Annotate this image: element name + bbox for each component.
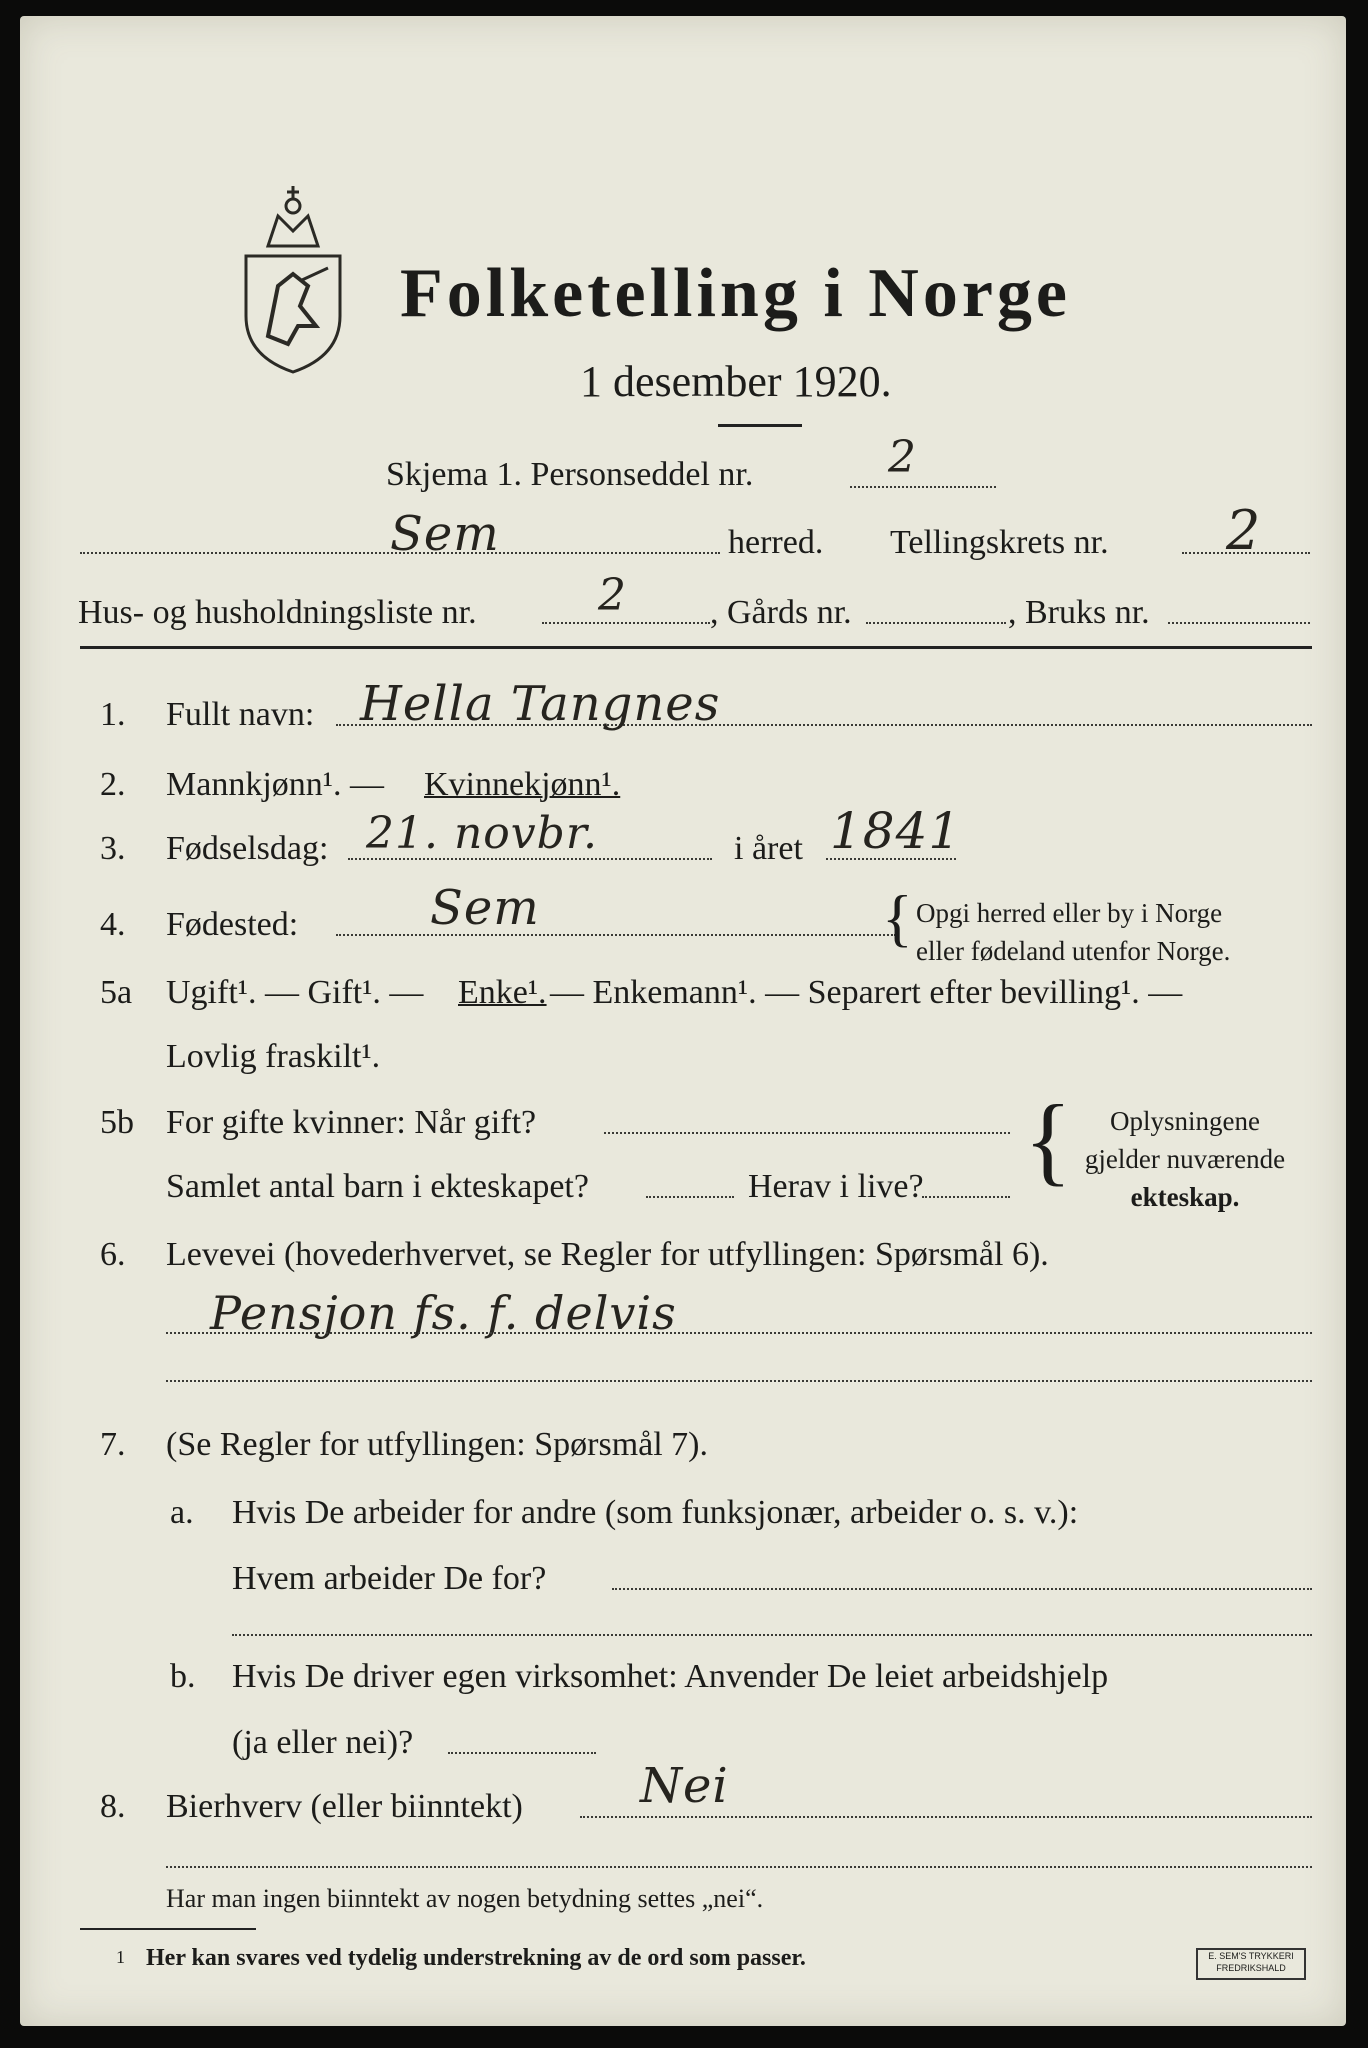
gards-field-line[interactable] (866, 622, 1006, 624)
footnote-text: Her kan svares ved tydelig understrekning av de ord som passer. (146, 1945, 806, 1971)
q5b-note-line1: Oplysningene (1110, 1106, 1260, 1136)
q1-number: 1. (100, 696, 126, 733)
q5b-note (1050, 1102, 1320, 1216)
q5b-barn-label: Samlet antal barn i ekteskapet? (166, 1168, 589, 1205)
form-date: 1 desember 1920. (580, 357, 892, 406)
q5b-naar-gift-label: For gifte kvinner: Når gift? (166, 1104, 537, 1141)
q7a-line1: Hvis De arbeider for andre (som funksjonær, arbeider o. s. v.): (232, 1494, 1079, 1531)
q6-answer[interactable]: Pensjon fs. f. delvis (210, 1286, 677, 1340)
q7b-field-line[interactable] (448, 1752, 596, 1754)
q5b-live-field[interactable] (922, 1196, 1010, 1198)
printer-stamp: E. SEM'S TRYKKERI FREDRIKSHALD (1196, 1948, 1306, 1980)
q2-option-mann: Mannkjønn¹. — (166, 766, 384, 803)
q6-field-line-2[interactable] (166, 1380, 1312, 1382)
q4-note-line2: eller fødeland utenfor Norge. (916, 936, 1231, 966)
q5b-barn-field[interactable] (646, 1196, 734, 1198)
herred-value[interactable]: Sem (390, 506, 500, 562)
q3-year-answer[interactable]: 1841 (830, 802, 962, 860)
husliste-label: Hus- og husholdningsliste nr. (78, 594, 477, 631)
q8-field-line-2[interactable] (166, 1866, 1312, 1868)
q8-field-line (580, 1816, 1312, 1818)
q4-answer[interactable]: Sem (430, 880, 540, 936)
q7-number: 7. (100, 1426, 126, 1463)
husliste-value[interactable]: 2 (598, 570, 627, 621)
q7b-line1: Hvis De driver egen virksomhet: Anvender De leiet arbeidshjelp (232, 1658, 1109, 1695)
q5b-live-label: Herav i live? (748, 1168, 924, 1205)
husliste-field-line (542, 622, 710, 624)
q4-brace: { (882, 882, 913, 953)
q7a-line2: Hvem arbeider De for? (232, 1560, 547, 1597)
q5a-options-c: — Enkemann¹. — Separert efter bevilling¹. — (550, 974, 1183, 1011)
q5a-option-enke[interactable]: Enke¹. (458, 974, 547, 1011)
q1-label: Fullt navn: (166, 696, 315, 733)
footnote-divider (80, 1928, 256, 1930)
q4-number: 4. (100, 906, 126, 943)
footer-note: Har man ingen biinntekt av nogen betydning settes „nei“. (166, 1884, 764, 1913)
q5b-brace: { (1024, 1084, 1072, 1195)
bruks-field-line[interactable] (1168, 622, 1310, 624)
q7a-field-line-2[interactable] (232, 1634, 1312, 1636)
q7b-line2: (ja eller nei)? (232, 1724, 414, 1761)
q3-label: Fødselsdag: (166, 830, 329, 867)
q5a-number: 5a (100, 974, 133, 1011)
q3-year-label: i året (734, 830, 803, 867)
tellingskrets-value[interactable]: 2 (1226, 499, 1262, 562)
q6-label: Levevei (hovederhvervet, se Regler for utfyllingen: Spørsmål 6). (166, 1236, 1049, 1273)
q2-option-kvinne[interactable]: Kvinnekjønn¹. (424, 766, 621, 803)
q4-note-line1: Opgi herred eller by i Norge (916, 898, 1223, 928)
q5a-options-a: Ugift¹. — Gift¹. — (166, 974, 424, 1011)
q5b-note-line3: ekteskap. (1130, 1182, 1240, 1212)
q6-number: 6. (100, 1236, 126, 1273)
q7a-field-line-1[interactable] (612, 1588, 1312, 1590)
header-divider (80, 646, 1312, 649)
q4-note (916, 894, 1230, 970)
q7b-letter: b. (170, 1658, 196, 1695)
q3-day-answer[interactable]: 21. novbr. (366, 808, 598, 859)
personseddel-field-line (850, 486, 996, 488)
q4-field-line (336, 934, 896, 936)
q5a-option-fraskilt: Lovlig fraskilt¹. (166, 1038, 381, 1075)
gards-label: , Gårds nr. (710, 594, 852, 631)
q1-answer[interactable]: Hella Tangnes (360, 676, 721, 732)
q3-number: 3. (100, 830, 126, 867)
q6-field-line-1 (166, 1332, 1312, 1334)
bruks-label: , Bruks nr. (1008, 594, 1150, 631)
tellingskrets-label: Tellingskrets nr. (890, 524, 1109, 561)
q8-number: 8. (100, 1788, 126, 1825)
q7a-letter: a. (170, 1494, 194, 1531)
q7-label: (Se Regler for utfyllingen: Spørsmål 7). (166, 1426, 709, 1463)
norwegian-coat-of-arms-icon (238, 176, 348, 376)
q5b-naar-gift-field[interactable] (604, 1132, 1010, 1134)
skjema-label: Skjema 1. Personseddel nr. (386, 456, 754, 493)
q8-label: Bierhverv (eller biinntekt) (166, 1788, 523, 1825)
census-form-page (20, 16, 1346, 2026)
herred-label: herred. (728, 524, 824, 561)
form-title: Folketelling i Norge (400, 255, 1072, 332)
footnote-mark: 1 (116, 1947, 125, 1967)
title-divider (718, 424, 802, 427)
q2-number: 2. (100, 766, 126, 803)
q5b-note-line2: gjelder nuværende (1084, 1144, 1286, 1174)
q4-label: Fødested: (166, 906, 299, 943)
q5b-number: 5b (100, 1104, 134, 1141)
q8-answer[interactable]: Nei (640, 1758, 729, 1814)
personseddel-nr-value[interactable]: 2 (888, 432, 917, 483)
